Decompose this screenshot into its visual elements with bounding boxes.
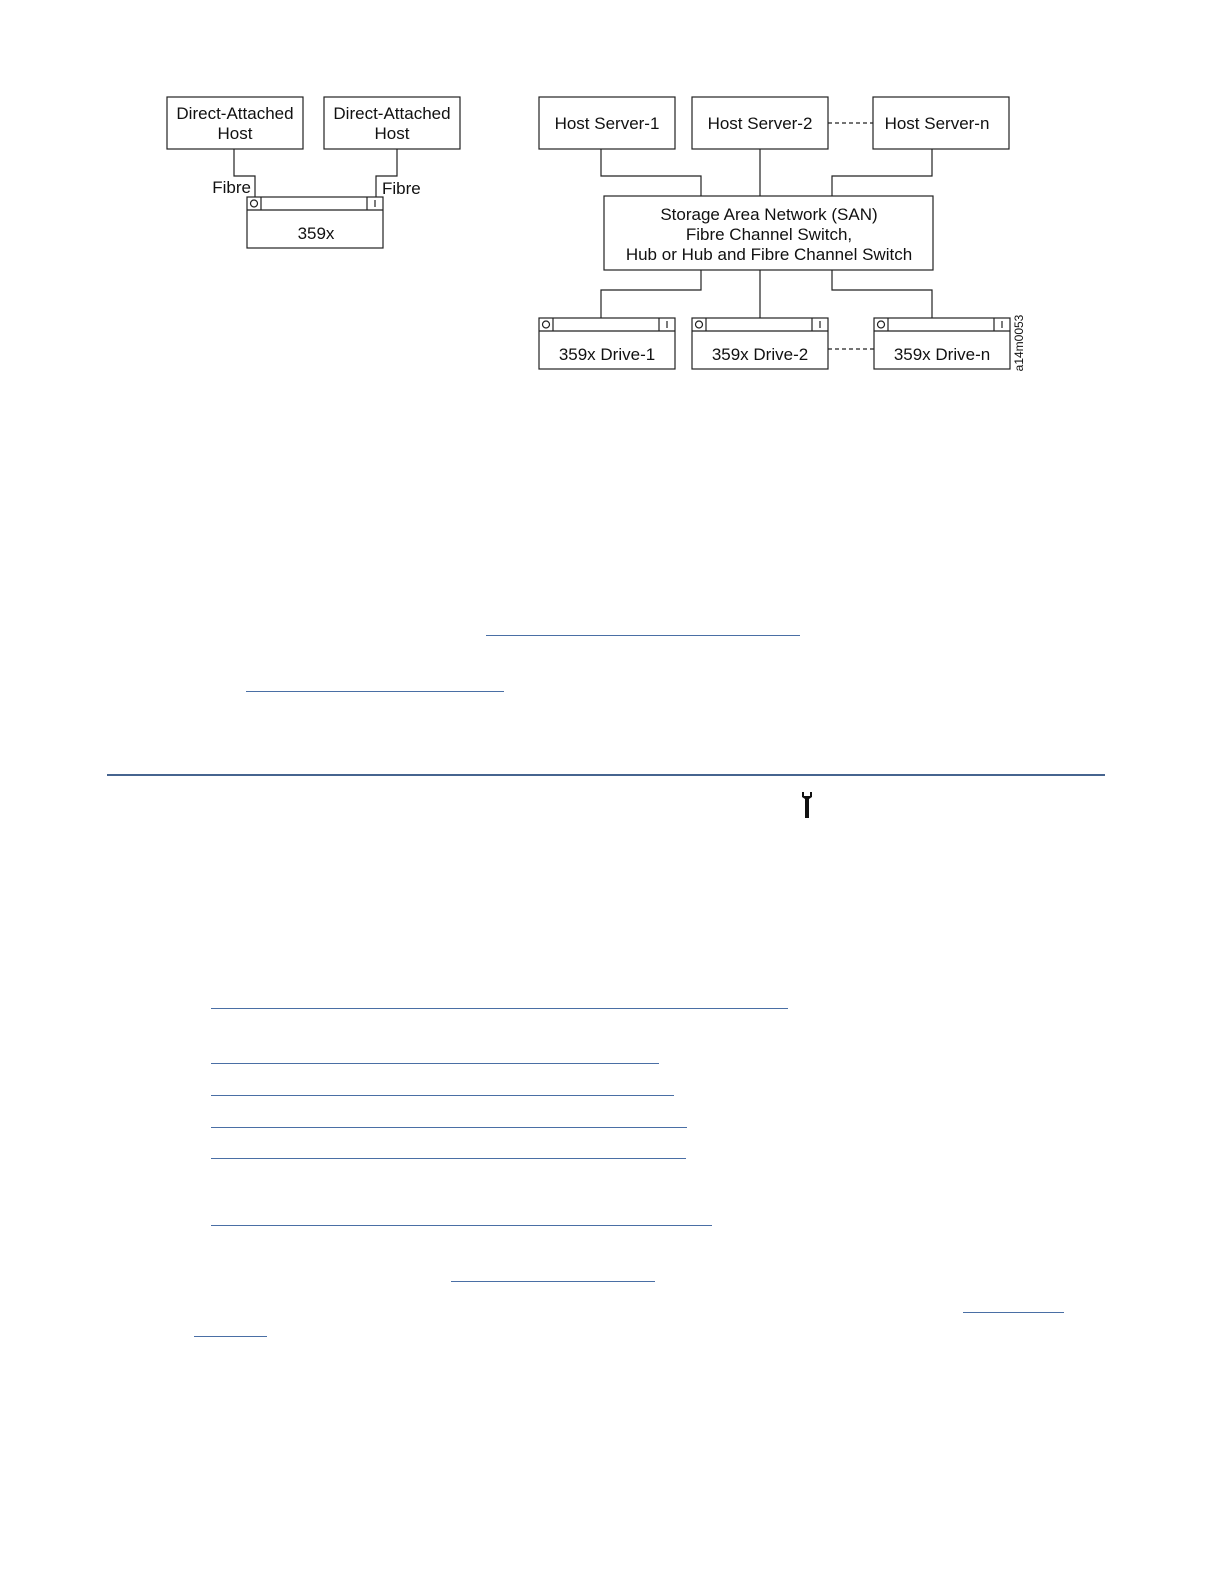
link-underline-10[interactable] xyxy=(963,1312,1064,1313)
san-to-drive-n-line xyxy=(832,270,932,318)
drive-direct-label: 359x xyxy=(297,224,335,243)
direct-host-1-label-line-1: Direct-Attached xyxy=(176,104,294,123)
host-server-1-label: Host Server-1 xyxy=(554,114,660,133)
fibre-label-left: Fibre xyxy=(212,178,251,197)
link-underline-9[interactable] xyxy=(451,1281,655,1282)
link-underline-4[interactable] xyxy=(211,1063,659,1064)
direct-host-1-label-line-2: Host xyxy=(217,124,253,143)
drive-1-label: 359x Drive-1 xyxy=(558,345,656,364)
link-underline-1[interactable] xyxy=(486,635,800,636)
wrench-icon xyxy=(797,791,817,819)
san-label-line-3: Hub or Hub and Fibre Channel Switch xyxy=(625,245,913,264)
link-underline-7[interactable] xyxy=(211,1158,686,1159)
fibre-label-right: Fibre xyxy=(382,179,421,198)
link-underline-11[interactable] xyxy=(194,1336,267,1337)
section-divider xyxy=(107,774,1105,776)
host-server-n-label: Host Server-n xyxy=(884,114,990,133)
san-to-drive-1-line xyxy=(601,270,701,318)
link-underline-6[interactable] xyxy=(211,1127,687,1128)
host-1-to-san-line xyxy=(601,149,701,196)
host-n-to-san-line xyxy=(832,149,932,196)
host-server-2-label: Host Server-2 xyxy=(707,114,813,133)
direct-host-2-label-line-2: Host xyxy=(374,124,410,143)
link-underline-3[interactable] xyxy=(211,1008,788,1009)
drive-2-label: 359x Drive-2 xyxy=(711,345,809,364)
san-label-line-1: Storage Area Network (SAN) xyxy=(660,205,878,224)
link-underline-8[interactable] xyxy=(211,1225,712,1226)
link-underline-5[interactable] xyxy=(211,1095,674,1096)
direct-host-2-label-line-1: Direct-Attached xyxy=(333,104,451,123)
figure-id-label: a14m0053 xyxy=(1012,314,1026,372)
link-underline-2[interactable] xyxy=(246,691,504,692)
drive-n-label: 359x Drive-n xyxy=(893,345,991,364)
san-label-line-2: Fibre Channel Switch, xyxy=(685,225,853,244)
